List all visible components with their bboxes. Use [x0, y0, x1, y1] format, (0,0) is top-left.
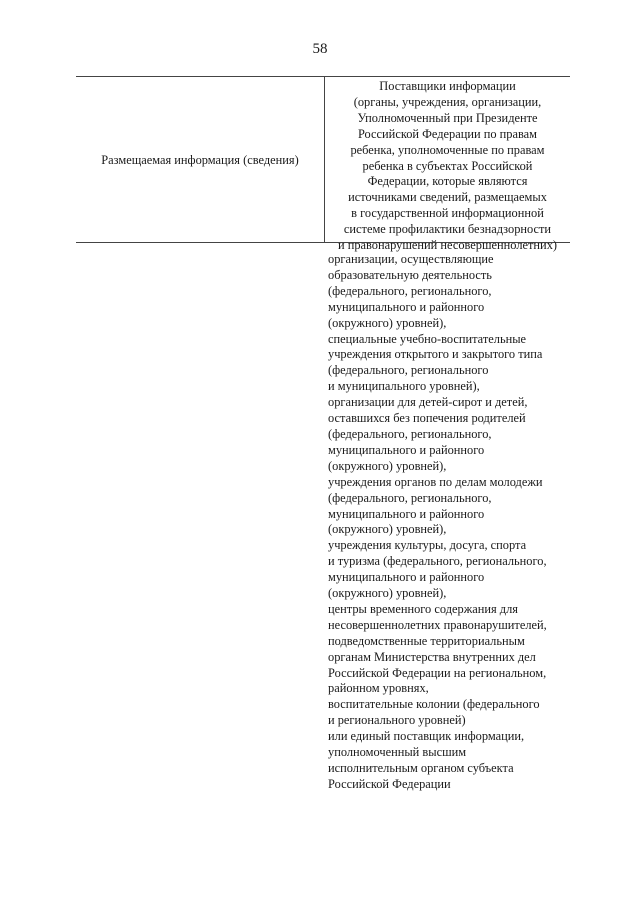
body-right-line: подведомственные территориальным — [328, 633, 525, 648]
body-right-line: организации для детей-сирот и детей, — [328, 395, 528, 410]
body-right-line: образовательную деятельность — [328, 267, 492, 282]
body-right-line: несовершеннолетних правонарушителей, — [328, 617, 547, 632]
header-right-line: в государственной информационной — [351, 206, 544, 221]
body-right-line: специальные учебно-воспитательные — [328, 331, 527, 346]
header-right-line: (органы, учреждения, организации, — [353, 94, 542, 109]
table-header-left-cell — [76, 77, 324, 242]
header-right-line: ребенка, уполномоченные по правам — [350, 142, 545, 157]
body-right-line: исполнительным органом субъекта — [328, 761, 514, 775]
body-right-line: или единый поставщик информации, — [328, 729, 525, 744]
body-right-line: учреждения органов по делам молодежи — [328, 474, 543, 489]
body-right-line: Российской Федерации на региональном, — [328, 665, 547, 680]
body-right-line: районном уровнях, — [328, 681, 429, 696]
body-right-line: (окружного) уровней), — [328, 586, 447, 601]
header-right-line: источниками сведений, размещаемых — [348, 190, 547, 205]
header-right-line: Российской Федерации по правам — [357, 126, 538, 141]
body-right-line: и регионального уровней) — [328, 713, 466, 728]
header-right-line: Уполномоченный при Президенте — [357, 110, 538, 125]
header-right-line: Федерации, которые являются — [367, 174, 528, 189]
table-body-right-cell — [328, 252, 568, 793]
body-right-line: муниципального и районного — [328, 570, 485, 585]
body-right-line: Российской Федерации — [328, 776, 451, 791]
body-right-line: оставшихся без попечения родителей — [328, 411, 526, 426]
body-right-line: (федерального, регионального — [328, 363, 489, 378]
body-right-line: (федерального, регионального, — [328, 426, 492, 441]
body-right-line: (окружного) уровней), — [328, 315, 447, 330]
body-right-line: учреждения культуры, досуга, спорта — [328, 538, 527, 553]
body-right-line: муниципального и районного — [328, 506, 485, 521]
body-right-line: муниципального и районного — [328, 299, 485, 314]
header-right-line: ребенка в субъектах Российской — [362, 158, 533, 173]
header-right-line: и правонарушений несовершеннолетних) — [337, 238, 558, 253]
header-left-label: Размещаемая информация (сведения) — [101, 152, 299, 167]
page-number: 58 — [312, 41, 328, 57]
body-right-line: и туризма (федерального, регионального, — [328, 554, 547, 569]
body-right-line: и муниципального уровней), — [328, 379, 480, 394]
body-right-line: организации, осуществляющие — [328, 252, 494, 266]
header-right-line: системе профилактики безнадзорности — [343, 222, 552, 237]
body-right-line: центры временного содержания для — [328, 601, 518, 616]
body-right-line: воспитательные колонии (федерального — [328, 697, 540, 712]
body-right-line: органам Министерства внутренних дел — [328, 649, 536, 664]
body-right-line: учреждения открытого и закрытого типа — [328, 347, 543, 362]
body-right-line: (окружного) уровней), — [328, 458, 447, 473]
body-right-line: (федерального, регионального, — [328, 490, 492, 505]
table-header-right-cell — [325, 79, 570, 254]
body-right-line: (федерального, регионального, — [328, 283, 492, 298]
body-right-line: муниципального и районного — [328, 442, 485, 457]
header-right-line: Поставщики информации — [379, 79, 516, 93]
body-right-line: уполномоченный высшим — [328, 745, 467, 760]
body-right-line: (окружного) уровней), — [328, 522, 447, 537]
